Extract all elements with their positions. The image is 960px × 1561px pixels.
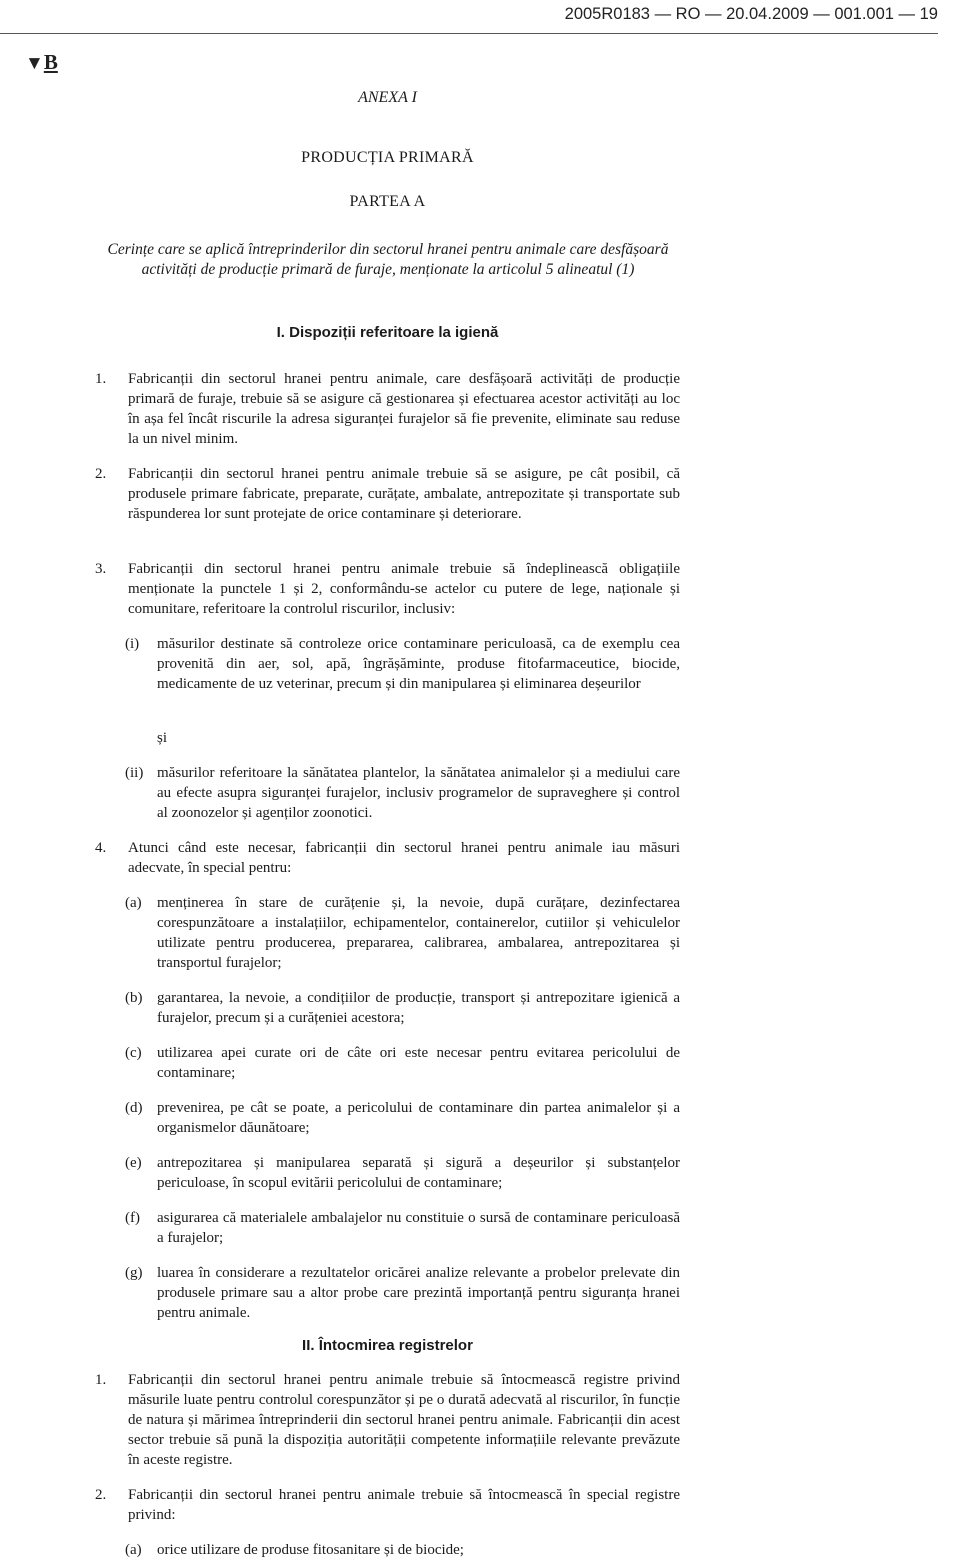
sub-item-text: măsurilor referitoare la sănătatea plantelor, la sănătatea animalelor și a mediului care au efecte asupra siguranței furajelor, inclusiv programelor de supraveghere și control al zoonozelor și agenților zoonotici. xyxy=(157,765,680,821)
sub-item-number: (a) xyxy=(125,1542,142,1558)
sub-item-number: (c) xyxy=(125,1045,142,1061)
sub-list-item xyxy=(125,1153,680,1193)
sub-item-number: (f) xyxy=(125,1210,140,1226)
item-number: 2. xyxy=(95,1487,107,1503)
list-item xyxy=(95,559,680,619)
sub-item-text: luarea în considerare a rezultatelor oricărei analize relevante a probelor prelevate din produsele primare sau a altor probe care prezintă importanță pentru siguranța hranei pentru animale. xyxy=(157,1265,680,1321)
sub-list-item xyxy=(125,634,680,694)
sub-item-number: (e) xyxy=(125,1155,142,1171)
sub-list-item xyxy=(125,988,680,1028)
sub-item-text: antrepozitarea și manipularea separată și sigură a deșeurilor și substanțelor periculoase, în scopul evitării pericolului de contaminare; xyxy=(157,1155,680,1191)
item-number: 1. xyxy=(95,371,107,387)
item-number: 1. xyxy=(95,1372,107,1388)
sub-list-item xyxy=(125,893,680,973)
sub-item-text: măsurilor destinate să controleze orice contaminare periculoasă, ca de exemplu cea provenită din aer, sol, apă, îngrășăminte, produse fitofarmaceutice, biocide, medicamente de uz veterinar, precum și din manipularea și eliminarea deșeurilor xyxy=(157,636,680,692)
triangle-down-icon: ▼ xyxy=(25,53,44,74)
part-subtitle: Cerințe care se aplică întreprinderilor din sectorul hranei pentru animale care desfășoară activități de producție primară de furaje, menționate la articolul 5 alineatul (1) xyxy=(107,241,669,278)
item-text: Fabricanții din sectorul hranei pentru animale trebuie să întocmească registre privind măsurile luate pentru controlul corespunzător și pe o durată adecvată al riscurilor, în funcție de natura și mărimea întreprinderii din sectorul hranei pentru animale. Fabricanții din acest sector trebuie să pună la dispoziția autorității competente informațiile relevante prevăzute în aceste registre. xyxy=(128,1372,680,1468)
list-item xyxy=(95,838,680,878)
list-item xyxy=(95,1485,680,1525)
item-number: 3. xyxy=(95,561,107,577)
document-reference: 2005R0183 — RO — 20.04.2009 — 001.001 — 19 xyxy=(564,5,938,23)
sub-list-item xyxy=(125,1043,680,1083)
sub-item-text: prevenirea, pe cât se poate, a pericolului de contaminare din partea animalelor și a organismelor dăunătoare; xyxy=(157,1100,680,1136)
sub-item-number: (i) xyxy=(125,636,140,652)
part-letter: PARTEA A xyxy=(349,193,426,210)
list-item xyxy=(95,369,680,449)
item-text: Fabricanții din sectorul hranei pentru animale trebuie să întocmească în special registre privind: xyxy=(128,1487,680,1523)
sub-item-text: asigurarea că materialele ambalajelor nu constituie o sursă de contaminare periculoasă a furajelor; xyxy=(157,1210,680,1246)
sub-list-item xyxy=(125,1208,680,1248)
sub-list-item xyxy=(125,1263,680,1323)
list-item xyxy=(95,1370,680,1470)
sub-list-item xyxy=(125,1540,680,1560)
annex-title: ANEXA I xyxy=(358,89,417,106)
list-item xyxy=(95,464,680,524)
sub-item-text: garantarea, la nevoie, a condițiilor de producție, transport și antrepozitare igienică a furajelor, precum și a curățeniei acestora; xyxy=(157,990,680,1026)
section-heading-hygiene: I. Dispoziții referitoare la igienă xyxy=(276,324,499,341)
section-heading-records: II. Întocmirea registrelor xyxy=(302,1337,473,1354)
sub-item-number: (g) xyxy=(125,1265,143,1281)
conjunction-text: și xyxy=(157,730,168,746)
amendment-marker xyxy=(25,50,58,75)
sub-list-item xyxy=(125,1098,680,1138)
page-header xyxy=(0,0,938,34)
sub-item-text: utilizarea apei curate ori de câte ori este necesar pentru evitarea pericolului de contaminare; xyxy=(157,1045,680,1081)
item-number: 4. xyxy=(95,840,107,856)
item-number: 2. xyxy=(95,466,107,482)
sub-item-number: (ii) xyxy=(125,765,144,781)
sub-item-number: (b) xyxy=(125,990,143,1006)
item-text: Fabricanții din sectorul hranei pentru animale trebuie să îndeplinească obligațiile menționate la punctele 1 și 2, conformându-se actelor cu putere de lege, naționale și comunitare, referitoare la controlul riscurilor, inclusiv: xyxy=(128,561,680,617)
sub-list-item xyxy=(125,763,680,823)
part-title: PRODUCȚIA PRIMARĂ xyxy=(301,149,474,166)
sub-item-text: orice utilizare de produse fitosanitare și de biocide; xyxy=(157,1542,464,1558)
sub-item-number: (d) xyxy=(125,1100,143,1116)
item-text: Fabricanții din sectorul hranei pentru animale, care desfășoară activități de producție primară de furaje, trebuie să se asigure că gestionarea și efectuarea acestor activități au loc în așa fel încât riscurile la adresa siguranței furajelor să fie prevenite, eliminate sau reduse la un nivel minim. xyxy=(128,371,680,447)
marker-link-b[interactable]: B xyxy=(43,50,58,74)
item-text: Fabricanții din sectorul hranei pentru animale trebuie să se asigure, pe cât posibil, că produsele primare fabricate, preparate, curățate, ambalate, antrepozitate și transportate sub răspunderea lor sunt protejate de orice contaminare și deteriorare. xyxy=(128,466,680,522)
item-text: Atunci când este necesar, fabricanții din sectorul hranei pentru animale iau măsuri adecvate, în special pentru: xyxy=(128,840,680,876)
sub-item-number: (a) xyxy=(125,895,142,911)
sub-item-text: menținerea în stare de curățenie și, la nevoie, după curățare, dezinfectarea corespunzătoare a instalațiilor, echipamentelor, containerelor, cutiilor și vehiculelor utilizate pentru producerea, prepararea, calibrarea, ambalarea, antrepozitarea și transportul furajelor; xyxy=(157,895,680,971)
